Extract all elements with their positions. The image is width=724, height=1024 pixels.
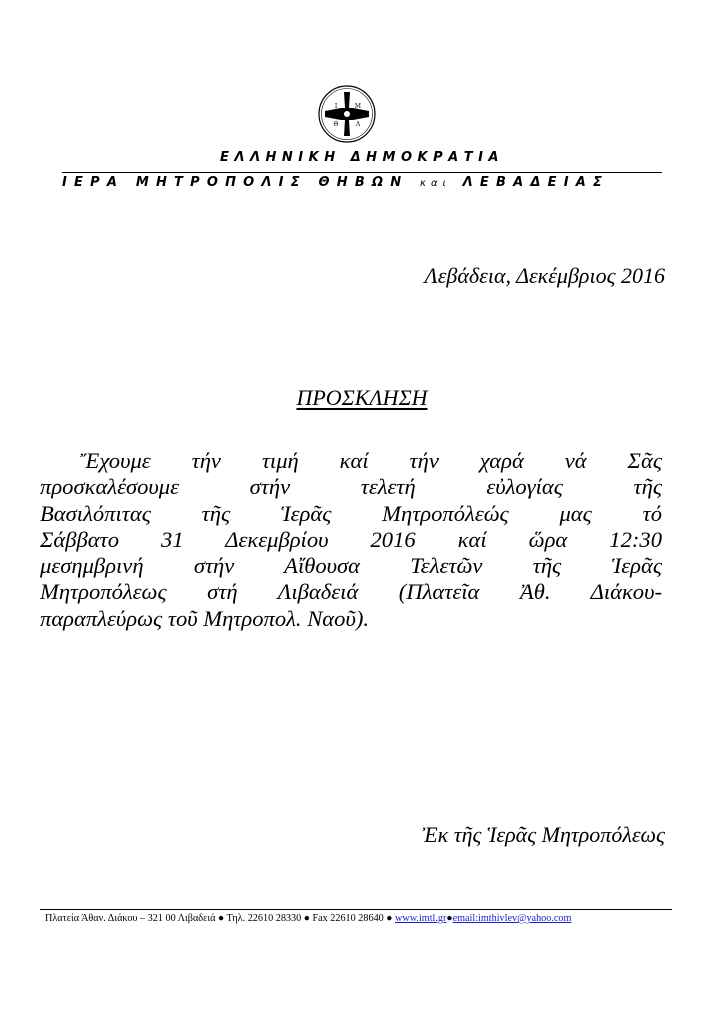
header-conjunction: και (420, 178, 451, 189)
footer-address: Πλατεία Άθαν. Διάκου – 321 00 Λιβαδειά ● Τηλ. 22610 28330 ● Fax 22610 28640 ● (45, 913, 396, 924)
header-metropolis-title (62, 175, 662, 190)
header-metropolis-city: ΛΕΒΑΔΕΙΑΣ (462, 175, 610, 190)
letter-date: Λεβάδεια, Δεκέμβριος 2016 (424, 263, 665, 288)
svg-text:Λ: Λ (355, 121, 361, 128)
header-metropolis-name: ΙΕΡΑ ΜΗΤΡΟΠΟΛΙΣ ΘΗΒΩΝ (62, 175, 409, 190)
body-line: Μητροπόλεως στή Λιβαδειά (Πλατεῖα Ἀθ. Διάκου- (40, 579, 662, 605)
signature-line: Ἐκ τῆς Ἱερᾶς Μητροπόλεως (422, 822, 665, 847)
header-divider (62, 172, 662, 173)
email-link[interactable]: email:imthivlev@yahoo.com (452, 913, 572, 924)
body-line: παραπλεύρως τοῦ Μητροπολ. Ναοῦ). (40, 605, 369, 631)
body-line: Βασιλόπιτας τῆς Ἱερᾶς Μητροπόλεώς μας τό (40, 500, 662, 526)
footer-divider (40, 909, 672, 910)
metropolis-seal-logo (317, 84, 377, 144)
svg-text:Θ: Θ (333, 121, 339, 128)
body-line: προσκαλέσουμε στήν τελετή εὐλογίας τῆς (40, 474, 662, 500)
invitation-body (40, 448, 662, 632)
footer-separator: ● (446, 913, 453, 924)
body-line: Σάββατο 31 Δεκεμβρίου 2016 καί ὥρα 12:30 (40, 526, 662, 552)
header-republic-title: ΕΛΛΗΝΙΚΗ ΔΗΜΟΚΡΑΤΙΑ (220, 150, 504, 165)
svg-text:M: M (354, 103, 362, 110)
website-link[interactable]: www.imtl.gr (395, 913, 447, 924)
body-line: Ἔχουμε τήν τιμή καί τήν χαρά νά Σᾶς (80, 448, 662, 473)
document-title: ΠΡΟΣΚΛΗΣΗ (296, 385, 428, 410)
svg-text:I: I (334, 103, 338, 110)
footer-contact (45, 913, 571, 924)
body-line: μεσημβρινή στήν Αἴθουσα Τελετῶν τῆς Ἱερᾶς (40, 553, 662, 579)
